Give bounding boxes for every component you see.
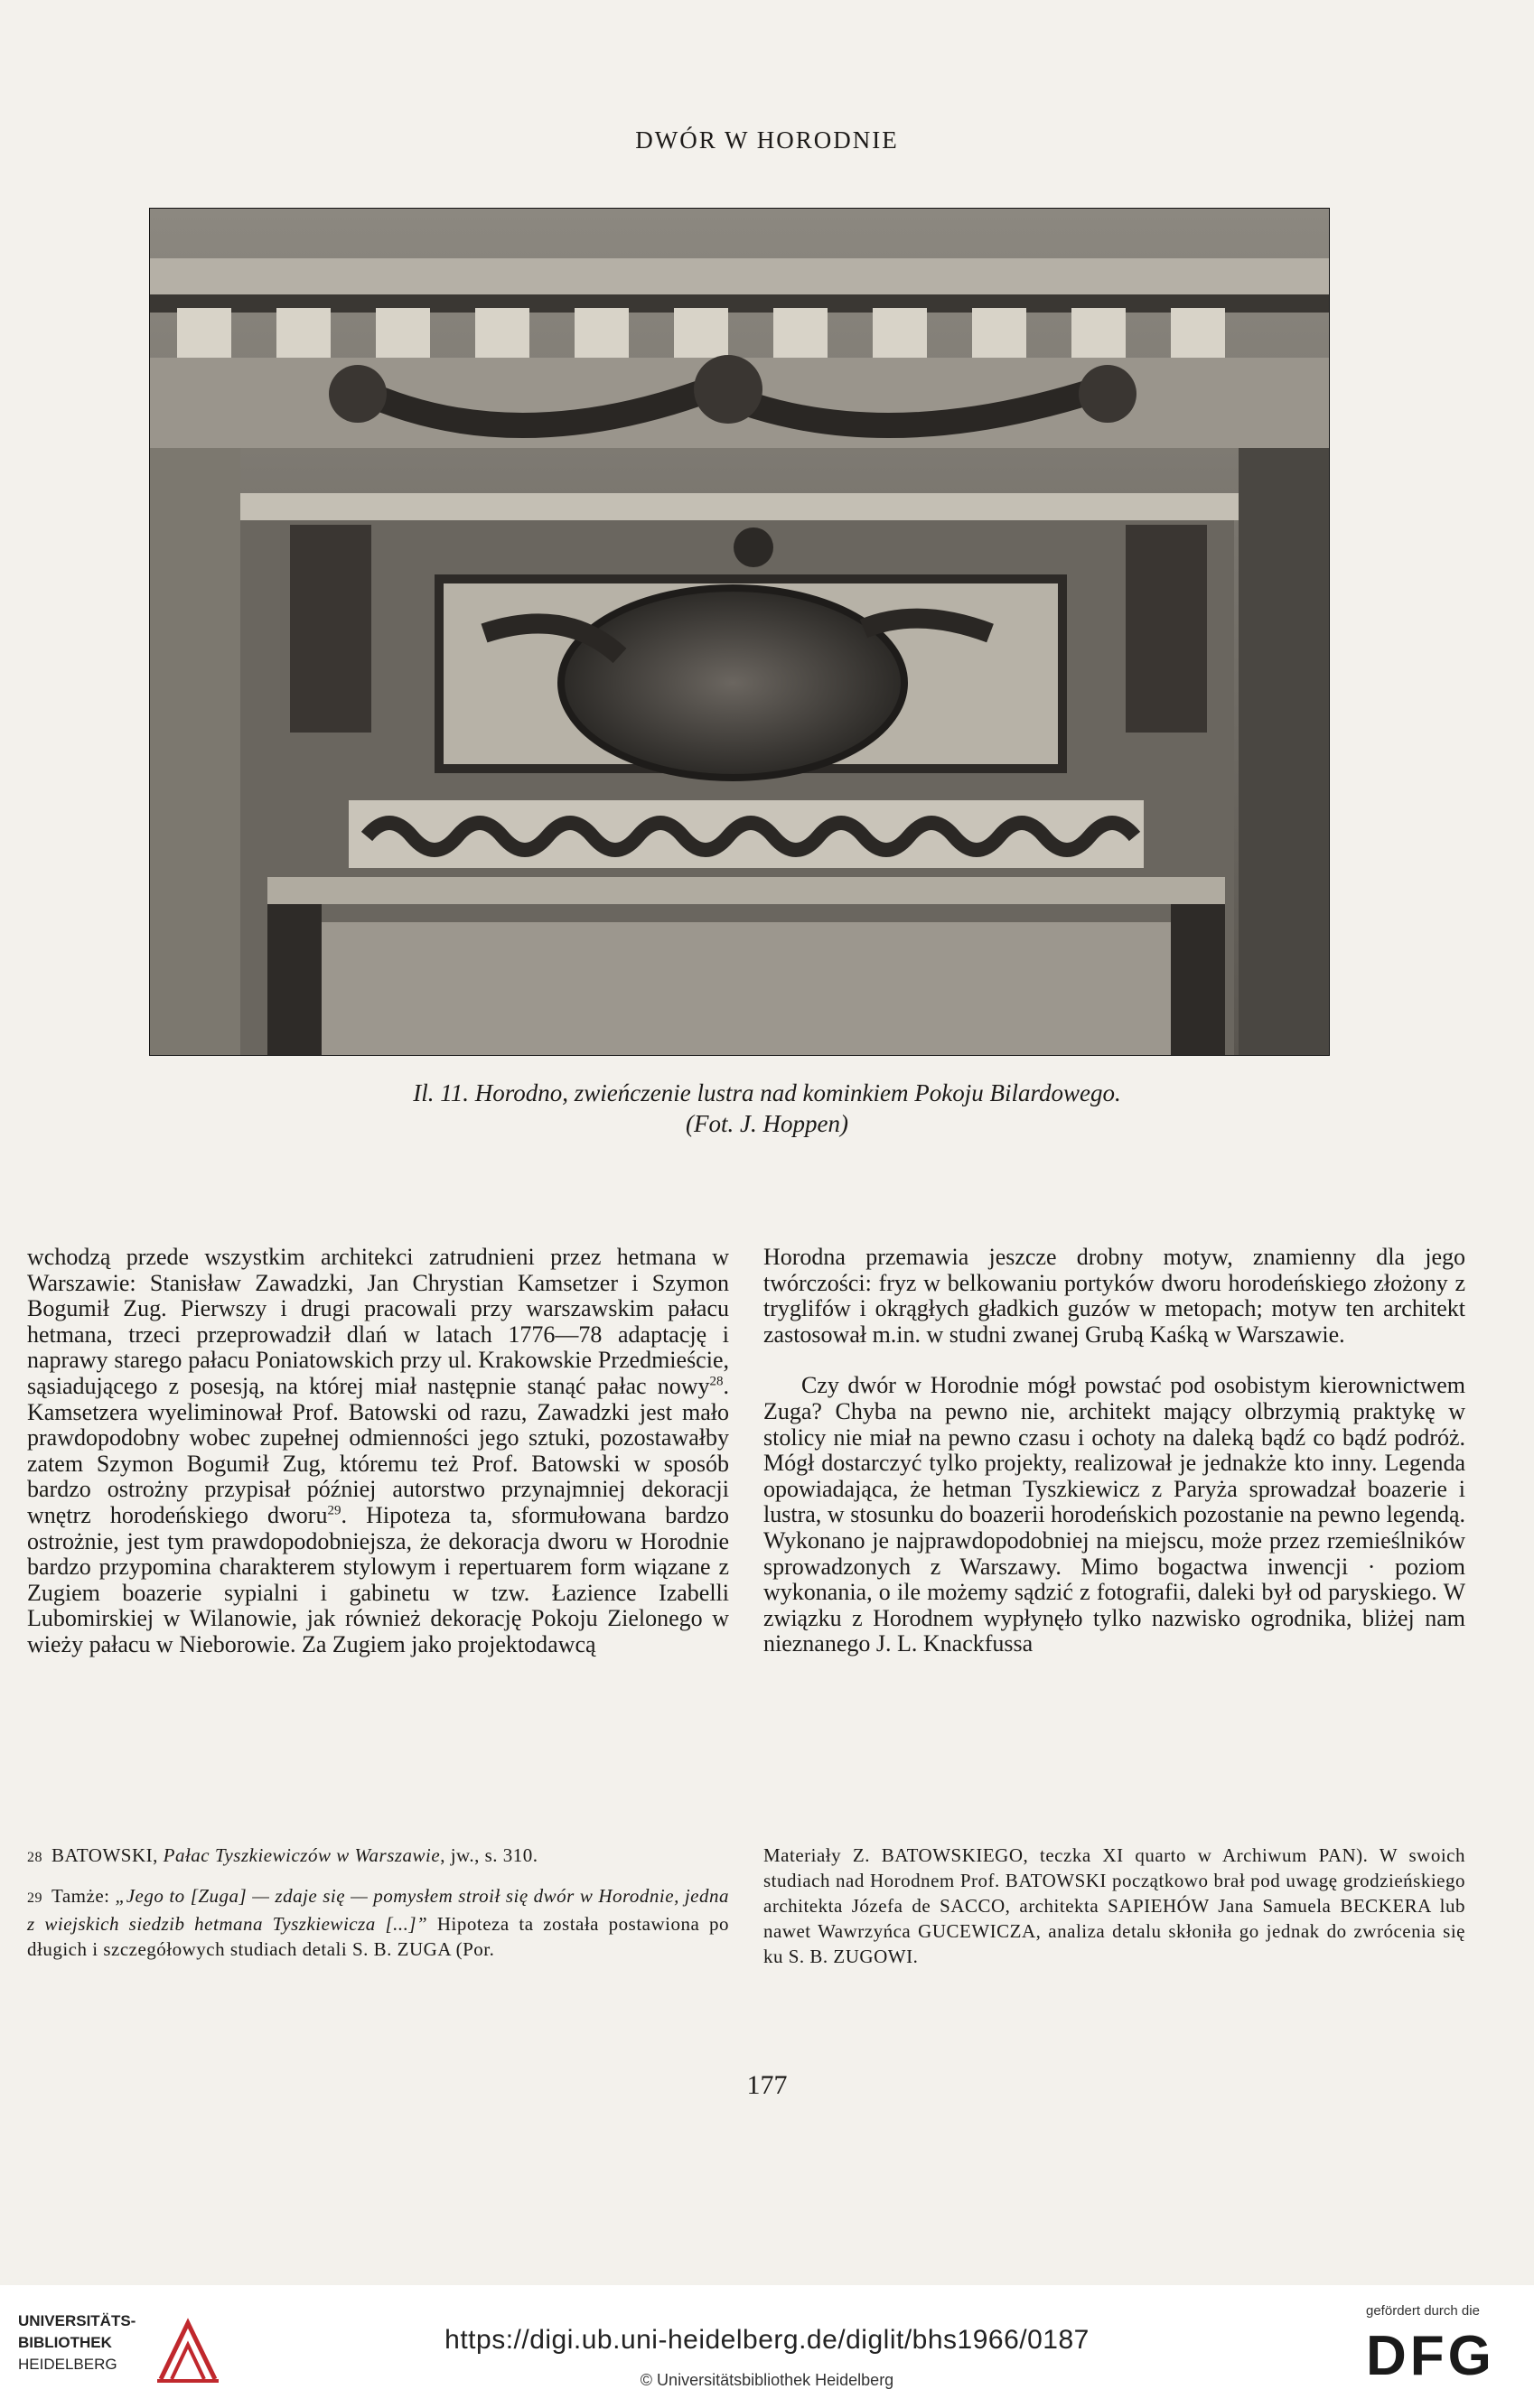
copyright-notice: © Universitätsbibliothek Heidelberg	[640, 2371, 894, 2389]
right-paragraph-1: Horodna przemawia jeszcze drobny motyw, znamienny dla jego twórczości: fryz w belkowaniu portyków dworu horodeńskiego złożony z tryglifów i okrągłych gładkich guzów w metopach; motyw ten architekt zastosował m.in. w studni zwanej Grubą Kaśką w Warszawie.	[763, 1244, 1465, 1348]
funder-label: gefördert durch die	[1366, 2303, 1480, 2319]
footnotes-right	[763, 1843, 1465, 1982]
footnote-ref-29[interactable]: 29	[327, 1503, 341, 1518]
funder-logo[interactable]	[1366, 2303, 1520, 2394]
library-line-3: HEIDELBERG	[18, 2356, 117, 2373]
caption-line-2: (Fot. J. Hoppen)	[686, 1110, 848, 1137]
caption-line-1: Il. 11. Horodno, zwieńczenie lustra nad kominkiem Pokoju Bilardowego.	[413, 1079, 1121, 1106]
text-run: wchodzą przede wszystkim architekci zatrudnieni przez hetmana w Warszawie: Stanisław Zawadzki, Jan Chrystian Kamsetzer i Szymon Bogumił Zug. Pierwszy i drugi pracowali przy warszawskim pałacu hetmana, trzeci przeprowadził dlań w latach 1776—78 adaptację i naprawy starego pałacu Poniatowskich przy ul. Krakowskie Przedmieście, sąsiadującego z posesją, na której miał następnie stanąć pałac nowy	[27, 1244, 729, 1399]
library-line-1: UNIVERSITÄTS-	[18, 2312, 136, 2329]
footnote-quote: „Jego to [Zuga] — zdaje się — pomysłem stroił się dwór w Horodnie, jedna z wiejskich siedzib hetmana Tyszkiewicza [...]”	[27, 1885, 729, 1935]
right-column	[763, 1245, 1465, 1657]
photo-illustration	[150, 209, 1329, 1055]
viewer-footer	[0, 2285, 1534, 2408]
left-paragraph	[27, 1245, 729, 1658]
footnote-number: 28	[27, 1850, 42, 1865]
text-run: Hipoteza ta została postawiona po długich i szczegółowych studiach detali S. B. ZUGA (Por.	[27, 1913, 729, 1960]
text-run: Tamże:	[51, 1885, 116, 1907]
permalink-url[interactable]: https://digi.ub.uni-heidelberg.de/diglit/bhs1966/0187	[444, 2325, 1090, 2355]
footnote-28	[27, 1843, 729, 1871]
right-paragraph-2: Czy dwór w Horodnie mógł powstać pod osobistym kierownictwem Zuga? Chyba na pewno nie, architekt mający olbrzymią praktykę w stolicy nie miał na pewno czasu i ochoty na daleką bądź co bądź podróż. Mógł dostarczyć tylko projekty, realizował je jednakże kto inny. Legenda opowiadająca, że hetman Tyszkiewicz z Paryża sprowadzał boazerie i lustra, w stosunku do boazerii horodeńskich pozostanie na pewno legendą. Wykonano je najprawdopodobniej na miejscu, może przez rzemieślników sprowadzonych z Warszawy. Mimo bogactwa inwencji · poziom wykonania, o ile możemy sądzić z fotografii, daleki był od paryskiego. W związku z Horodnem wypłynęło tylko nazwisko ogrodnika, bliżej nam nieznanego J. L. Knackfussa	[763, 1372, 1465, 1657]
text-run: . Hipoteza ta, sformułowana bardzo ostrożnie, jest tym prawdopodobniejsza, że dekoracja dworu w Horodnie bardzo przypomina charakterem stylowym i repertuarem form wiązane z Zugiem boazerie sypialni i gabinetu w tzw. Łazience Izabelli Lubomirskiej w Wilanowie, jak również dekorację Pokoju Zielonego w wieży pałacu w Nieborowie. Za Zugiem jako projektodawcą	[27, 1501, 729, 1657]
dfg-logo-text: DFG	[1366, 2325, 1495, 2387]
footnote-number: 29	[27, 1890, 42, 1906]
footnote-29-continued: Materiały Z. BATOWSKIEGO, teczka XI quarto w Archiwum PAN). W swoich studiach nad Horodnem Prof. BATOWSKI początkowo brał pod uwagę grodzieńskiego architekta Józefa de SACCO, architekta SAPIEHÓW Jana Samuela BECKERA lub nawet Wawrzyńca GUCEWICZA, analiza detalu skłoniła go jednak do zwrócenia się ku S. B. ZUGOWI.	[763, 1844, 1465, 1967]
page-number: 177	[746, 2070, 788, 2100]
running-head: DWÓR W HORODNIE	[635, 126, 899, 154]
text-run: . Kamsetzera wyeliminował Prof. Batowski od razu, Zawadzki jest mało prawdopodobny wobec zupełnej odmienności jego sztuki, pozostawałby zatem Szymon Bogumił Zug, któremu też Prof. Batowski w sposób bardzo ostrożny przypisał później autorstwo przynajmniej dekoracji wnętrz horodeńskiego dworu	[27, 1372, 729, 1528]
figure-photograph	[149, 208, 1330, 1056]
footnote-29	[27, 1883, 729, 1962]
footnote-title: Pałac Tyszkiewiczów w Warszawie	[163, 1844, 441, 1866]
text-run: , jw., s. 310.	[440, 1844, 538, 1866]
footnote-ref-28[interactable]: 28	[709, 1374, 724, 1389]
text-run: BATOWSKI,	[51, 1844, 164, 1866]
footnotes-left	[27, 1843, 729, 1974]
left-column	[27, 1245, 729, 1658]
figure-caption	[0, 1078, 1534, 1139]
library-line-2: BIBLIOTHEK	[18, 2334, 112, 2351]
